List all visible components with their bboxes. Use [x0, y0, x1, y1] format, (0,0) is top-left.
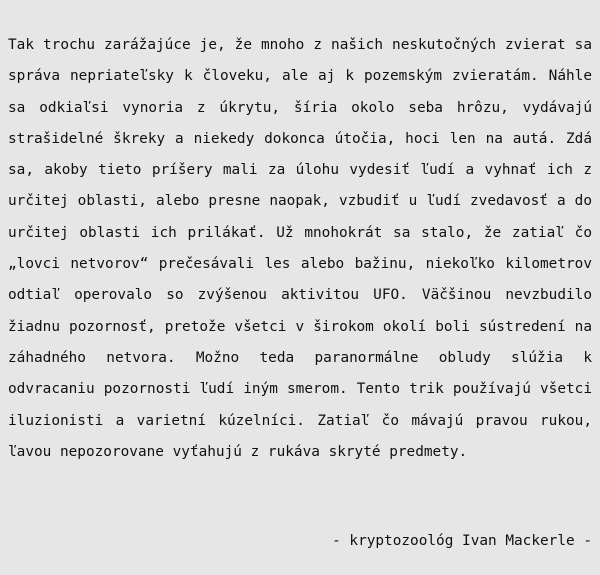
quote-paragraph: Tak trochu zarážajúce je, že mnoho z našich neskutočných zvierat sa správa nepriateľsky k človeku, ale aj k pozemským zvieratám. Náhle sa odkiaľsi vynoria z úkrytu, šíria okolo seba hrôzu, vydávajú strašidelné škreky a niekedy dokonca útočia, hoci len na autá. Zdá sa, akoby tieto príšery mali za úlohu vydesiť ľudí a vyhnať ich z určitej oblasti, alebo presne naopak, vzbudiť u ľudí zvedavosť a do určitej oblasti ich prilákať. Už mnohokrát sa stalo, že zatiaľ čo „lovci netvorov“ prečesávali les alebo bažinu, niekoľko kilometrov odtiaľ operovalo so zvýšenou aktivitou UFO. Väčšinou nevzbudilo žiadnu pozornosť, pretože všetci v širokom okolí boli sústredení na záhadného netvora. Možno teda paranormálne obludy slúžia k odvracaniu pozornosti ľudí iným smerom. Tento trik používajú všetci iluzionisti a varietní kúzelníci. Zatiaľ čo mávajú pravou rukou, ľavou nepozorovane vyťahujú z rukáva skryté predmety.: [8, 37, 592, 460]
quote-attribution: - kryptozoológ Ivan Mackerle -: [332, 533, 592, 549]
